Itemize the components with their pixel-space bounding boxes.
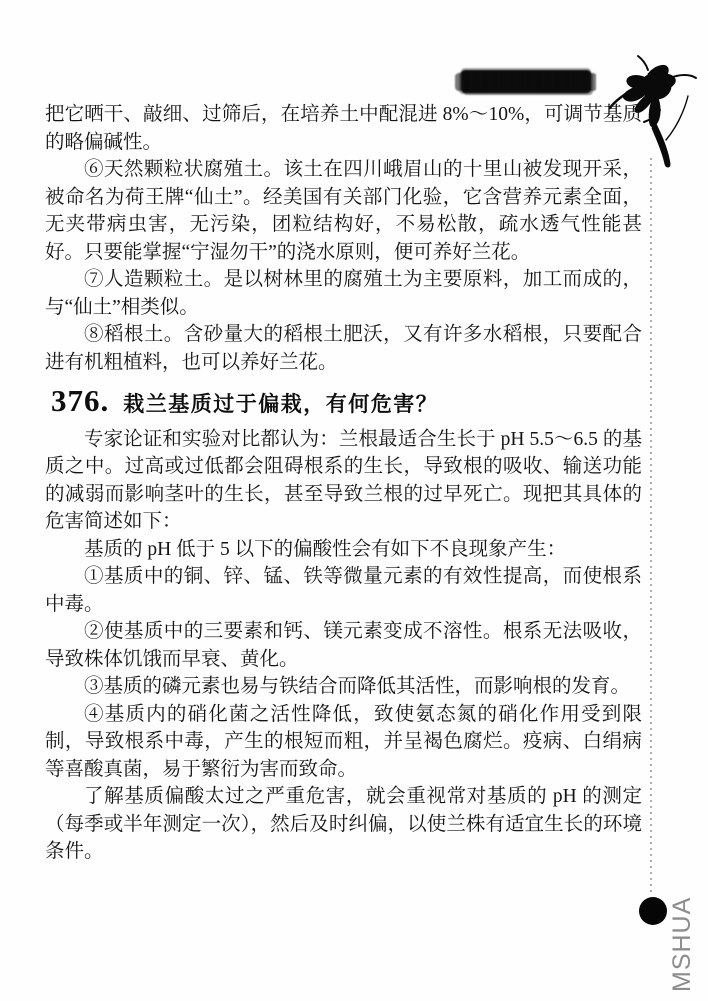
paragraph-item-6: ⑥天然颗粒状腐殖土。该土在四川峨眉山的十里山被发现开采，被命名为荷王牌“仙土”。经美国有关部门化验，它含营养元素全面，无夹带病虫害，无污染，团粒结构好，不易松散，疏水透气性能甚好。只要能掌握“宁湿勿干”的浇水原则，便可养好兰花。 [45, 159, 642, 263]
section-end-dot [639, 897, 667, 925]
section-title: 栽兰基质过于偏栽，有何危害？ [123, 393, 439, 416]
paragraph-ph-intro: 基质的 pH 低于 5 以下的偏酸性会有如下不良现象产生： [84, 538, 567, 560]
paragraph-conclusion: 了解基质偏酸太过之严重危害，就会重视常对基质的 pH 的测定（每季或半年测定一次），然后及时纠偏，以使兰株有适宜生长的环境条件。 [45, 786, 642, 862]
paragraph-harm-4: ④基质内的硝化菌之活性降低，致使氨态氮的硝化作用受到限制，导致根系中毒，产生的根短而粗，并呈褐色腐烂。疫病、白绢病等喜酸真菌，易于繁衍为害而致命。 [45, 703, 642, 780]
paragraph-harm-2: ②使基质中的三要素和钙、镁元素变成不溶性。根系无法吸收，导致株体饥饿而早衰、黄化。 [45, 621, 642, 670]
paragraph-harm-3: ③基质的磷元素也易与铁结合而降低其活性，而影响根的发育。 [84, 676, 631, 697]
section-heading [51, 383, 642, 419]
dotted-edge-line [650, 158, 652, 892]
paragraph-item-7: ⑦人造颗粒土。是以树林里的腐殖土为主要原料，加工而成的，与“仙土”相类似。 [45, 269, 642, 318]
paragraph-continuation: 把它晒干、敲细、过筛后，在培养土中配混进 8%～10%，可调节基质的略偏碱性。 [45, 104, 642, 153]
chapter-banner-smudge [461, 70, 591, 93]
watermark-text: MSHUA [668, 896, 696, 992]
page-text-column [45, 101, 642, 866]
paragraph-harm-1: ①基质中的铜、锌、锰、铁等微量元素的有效性提高，而使根系中毒。 [45, 566, 642, 615]
paragraph-item-8: ⑧稻根土。含砂量大的稻根土肥沃，又有许多水稻根，只要配合进有机粗植料，也可以养好兰花。 [45, 324, 642, 373]
section-number: 376. [51, 383, 110, 418]
paragraph-expert: 专家论证和实验对比都认为：兰根最适合生长于 pH 5.5～6.5 的基质之中。过高或过低都会阻碍根系的生长，导致根的吸收、输送功能的减弱而影响茎叶的生长，甚至导致兰根的过早死亡。现把其具体的危害简述如下： [45, 428, 642, 532]
